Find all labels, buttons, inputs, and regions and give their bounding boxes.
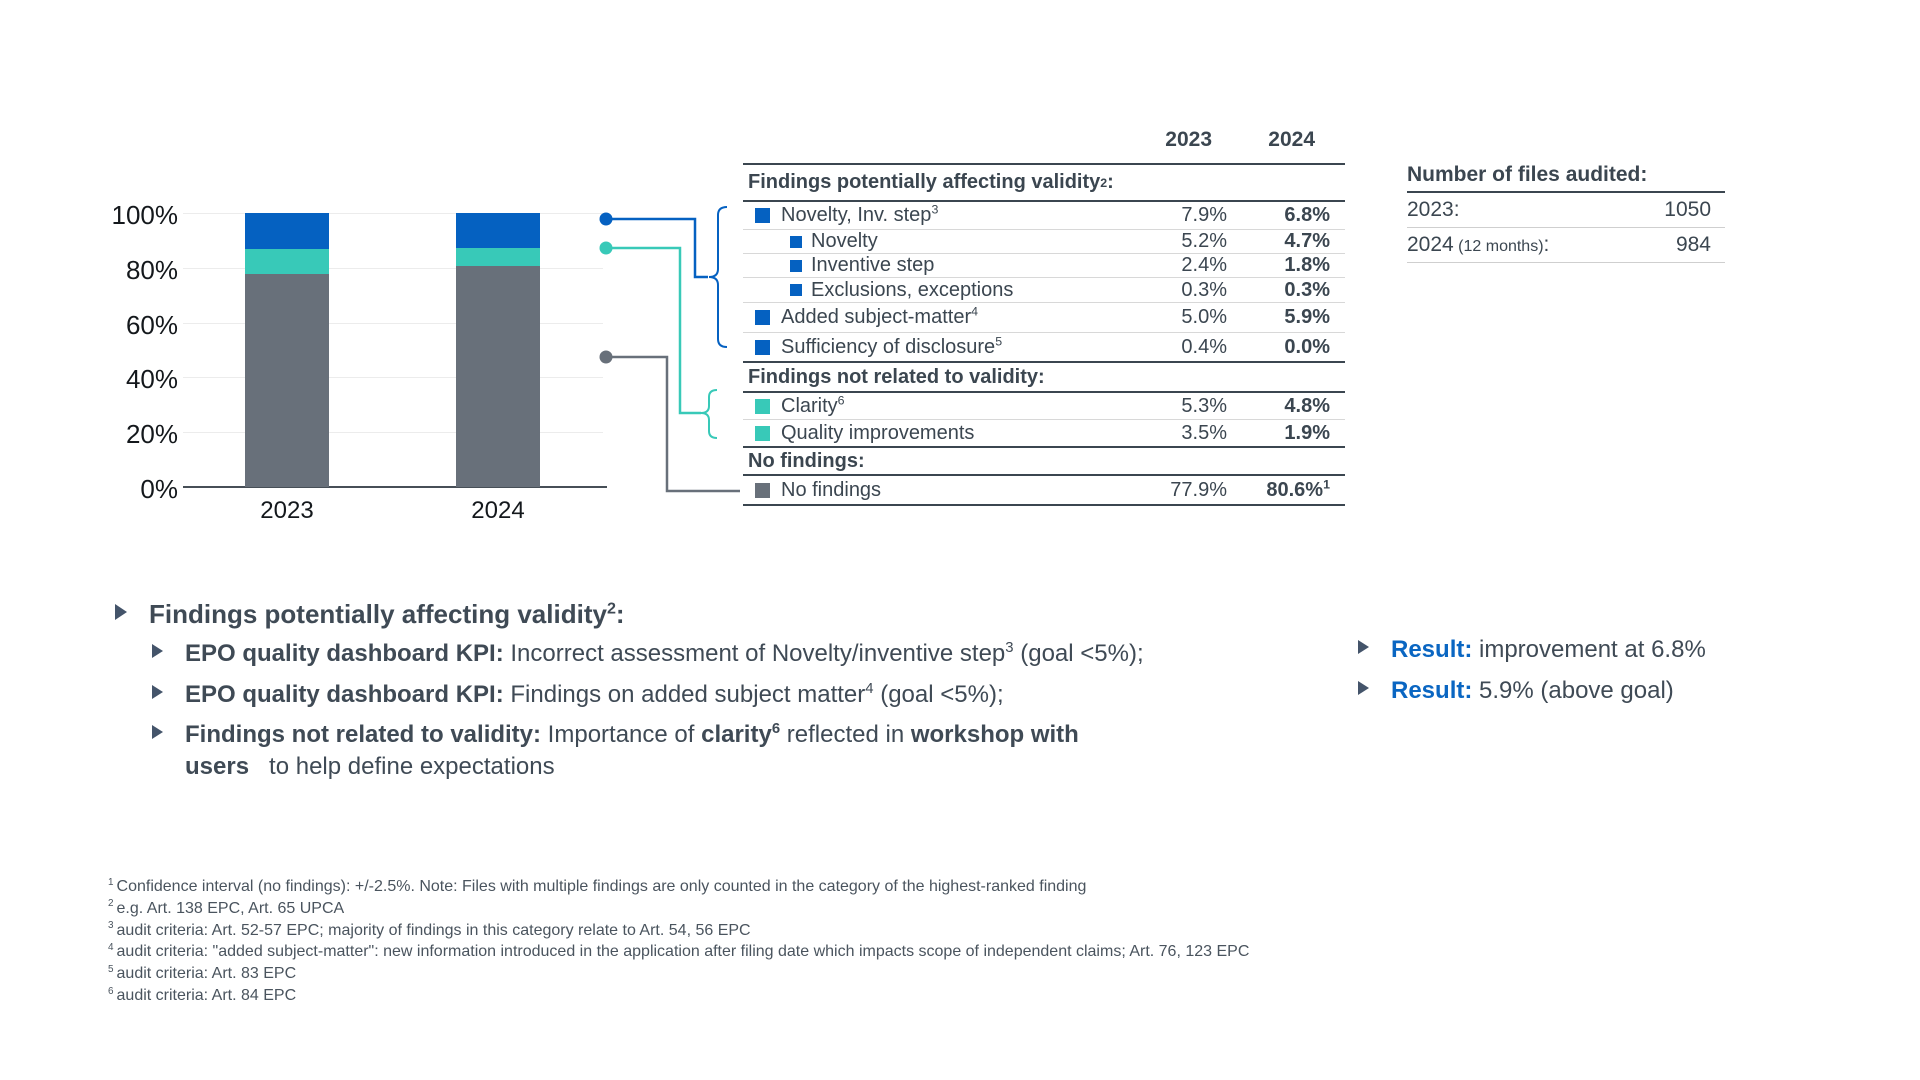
bullet-sub-2: EPO quality dashboard KPI: Findings on added subject matter$^4$ (goal <5%);	[152, 679, 1004, 711]
table-row: Novelty, Inv. step$^3$ 7.9% 6.8%	[743, 202, 1345, 230]
x-tick-label: 2023	[260, 497, 314, 524]
brace-validity	[709, 207, 727, 347]
y-tick-label: 20%	[125, 419, 178, 450]
bar-segment-no-findings	[245, 274, 329, 487]
footnote-4: $^4$ audit criteria: "added subject-matter": new information introduced in the application after filing date which impacts scope of independent claims; Art. 76, 123 EPC	[108, 942, 1250, 961]
leader-line-not-related	[606, 248, 701, 413]
files-audited-row: 2024 (12 months): 984	[1407, 228, 1725, 263]
table-row: No findings 77.9% 80.6%$^1$	[743, 476, 1345, 506]
gray-square-icon	[755, 483, 770, 498]
files-audited-title: Number of files audited:	[1407, 163, 1725, 193]
triangle-bullet-icon	[152, 644, 163, 658]
footnote-1: $^1$ Confidence interval (no findings): +/-2.5%. Note: Files with multiple findings are only counted in the category of the highest-ranked finding	[108, 876, 1087, 895]
bar-segment-not-related-to-validity	[245, 249, 329, 273]
footnote-2: $^2$ e.g. Art. 138 EPC, Art. 65 UPCA	[108, 898, 345, 917]
bar-segment-not-related-to-validity	[456, 248, 540, 266]
teal-square-icon	[755, 426, 770, 441]
bar-segment-affecting-validity	[245, 213, 329, 249]
table-row: Added subject-matter$^4$ 5.0% 5.9%	[743, 303, 1345, 333]
triangle-bullet-icon	[152, 685, 163, 699]
table-col-header-2023: 2023	[1165, 128, 1212, 151]
triangle-bullet-icon	[152, 725, 163, 739]
table-row: Sufficiency of disclosure$^5$ 0.4% 0.0%	[743, 333, 1345, 363]
blue-square-icon	[790, 284, 802, 296]
blue-square-icon	[790, 260, 802, 272]
y-tick-label: 40%	[125, 364, 178, 395]
y-tick-label: 100%	[111, 200, 178, 230]
table-row: Clarity$^6$ 5.3% 4.8%	[743, 393, 1345, 420]
footnote-5: $^5$ audit criteria: Art. 83 EPC	[108, 963, 297, 983]
table-row: Inventive step 2.4% 1.8%	[743, 254, 1345, 278]
x-tick-label: 2024	[471, 497, 525, 524]
leader-dot-not-related	[600, 242, 613, 255]
files-audited-panel	[1407, 163, 1725, 263]
bar-segment-no-findings	[456, 266, 540, 487]
leader-line-validity	[606, 219, 708, 277]
bullet-sub-1: EPO quality dashboard KPI: Incorrect assessment of Novelty/inventive step$^3$ (goal <5%);	[152, 638, 1144, 670]
result-bullet-2: Result: 5.9% (above goal)	[1358, 675, 1674, 707]
brace-not-related	[701, 390, 717, 438]
files-audited-row: 2023: 1050	[1407, 193, 1725, 228]
footnotes	[108, 876, 1249, 1007]
leader-dot-validity	[600, 213, 613, 226]
triangle-bullet-icon	[1358, 681, 1369, 695]
stacked-bar-2023	[245, 213, 329, 487]
stacked-bar-2024	[456, 213, 540, 487]
triangle-bullet-icon	[115, 604, 127, 620]
y-tick-label: 60%	[125, 309, 178, 340]
result-bullet-1: Result: improvement at 6.8%	[1358, 634, 1706, 666]
leader-line-no-findings	[606, 357, 740, 491]
footnote-6: $^6$ audit criteria: Art. 84 EPC	[108, 985, 297, 1004]
triangle-bullet-icon	[1358, 640, 1369, 654]
blue-square-icon	[790, 236, 802, 248]
table-row: Novelty 5.2% 4.7%	[743, 230, 1345, 254]
teal-square-icon	[755, 399, 770, 414]
table-section-header: Findings not related to validity:	[743, 363, 1345, 393]
table-row: Quality improvements 3.5% 1.9%	[743, 420, 1345, 448]
blue-square-icon	[755, 340, 770, 355]
y-tick-label: 80%	[125, 254, 178, 285]
leader-dot-no-findings	[600, 351, 613, 364]
blue-square-icon	[755, 310, 770, 325]
table-section-header: No findings:	[743, 448, 1345, 476]
bar-segment-affecting-validity	[456, 213, 540, 248]
table-row: Exclusions, exceptions 0.3% 0.3%	[743, 278, 1345, 303]
findings-table	[743, 163, 1345, 506]
y-tick-label: 0%	[140, 474, 178, 504]
bullet-main: Findings potentially affecting validity$^2$:	[115, 598, 625, 630]
table-section-header: Findings potentially affecting validity 2 :	[743, 165, 1345, 202]
table-col-header-2024: 2024	[1268, 128, 1315, 151]
bullet-sub-3: Findings not related to validity: Importance of clarity$^6$ reflected in workshop with users to help define expectations	[152, 719, 1195, 783]
blue-square-icon	[755, 208, 770, 223]
footnote-3: $^3$ audit criteria: Art. 52-57 EPC; majority of findings in this category relate to Art. 54, 56 EPC	[108, 920, 751, 939]
